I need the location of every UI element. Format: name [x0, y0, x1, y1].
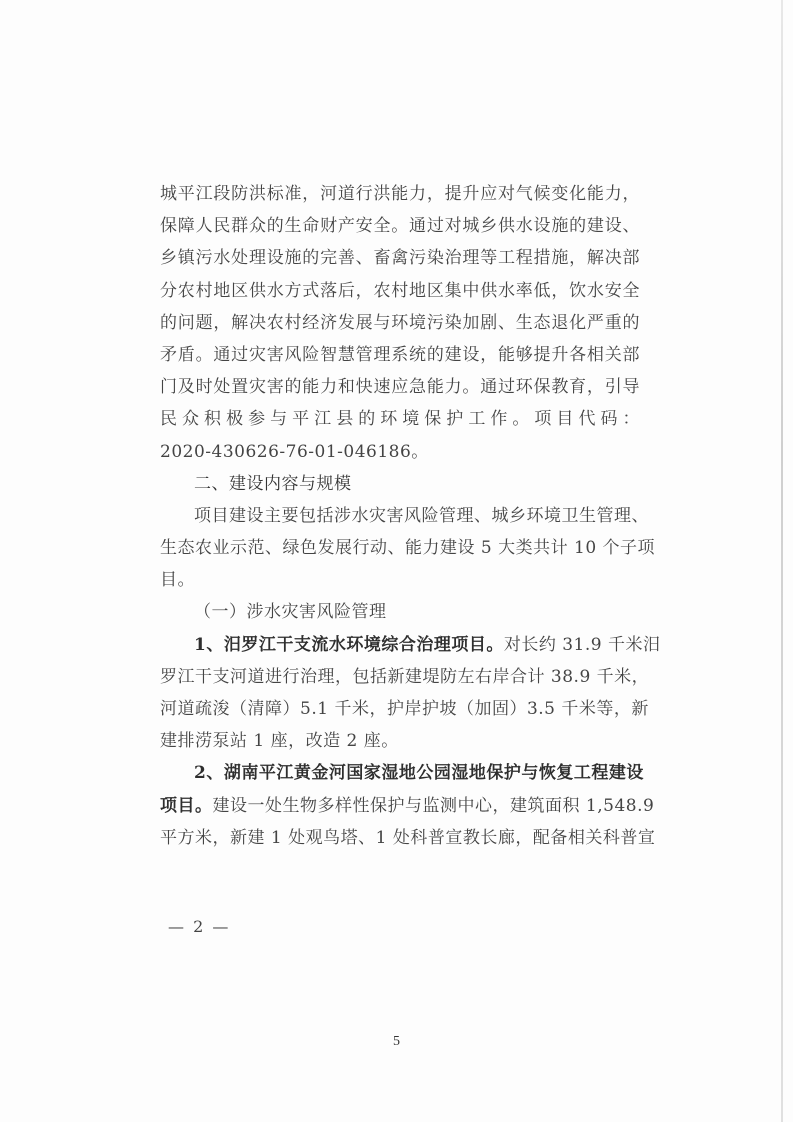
text-line: [160, 436, 640, 468]
text-line: [160, 693, 649, 725]
text-line: [160, 178, 640, 210]
line-text: 项目建设主要包括涉水灾害风险管理、城乡环境卫生管理、: [194, 505, 649, 526]
line-text: 河道疏浚（清障）5.1 千米，护岸护坡（加固）3.5 千米等，新: [160, 699, 649, 719]
line-text: 目。: [160, 570, 195, 591]
item-title: 2、湖南平江黄金河国家湿地公园湿地保护与恢复工程建设: [194, 763, 644, 784]
text-line: [160, 757, 644, 789]
item-text: 对长约 31.9 千米汨: [503, 634, 661, 655]
line-text: 的问题，解决农村经济发展与环境污染加剧、生态退化严重的: [160, 312, 640, 333]
text-line: [160, 725, 640, 757]
text-line: [160, 468, 640, 500]
line-text: 保障人民群众的生命财产安全。通过对城乡供水设施的建设、: [160, 216, 640, 237]
text-line: [160, 500, 649, 532]
item-text: 建设一处生物多样性保护与监测中心，建筑面积 1,548.9: [212, 795, 655, 816]
line-text: 分农村地区供水方式落后，农村地区集中供水率低，饮水安全: [160, 280, 640, 301]
page-number: 5: [393, 1034, 400, 1049]
text-line: [160, 339, 640, 371]
line-text: 矛盾。通过灾害风险智慧管理系统的建设，能够提升各相关部: [160, 344, 640, 365]
text-line: [160, 790, 655, 822]
text-line: [160, 403, 640, 435]
line-text: 平方米，新建 1 处观鸟塔、1 处科普宣教长廊，配备相关科普宣: [160, 827, 656, 848]
text-line: [160, 371, 640, 403]
scan-edge: [781, 0, 783, 1122]
section-heading: 二、建设内容与规模: [194, 473, 352, 494]
text-line: [160, 210, 640, 242]
footer-page-label: — 2 —: [168, 917, 231, 936]
text-line: [160, 629, 661, 661]
line-text: 生态农业示范、绿色发展行动、能力建设 5 大类共计 10 个子项: [160, 538, 656, 559]
line-text: 建排涝泵站 1 座，改造 2 座。: [160, 731, 399, 752]
line-text: （一）涉水灾害风险管理: [194, 602, 387, 623]
body-text: [160, 178, 661, 854]
line-text: 门及时处置灾害的能力和快速应急能力。通过环保教育，引导: [160, 377, 640, 398]
line-text: 乡镇污水处理设施的完善、畜禽污染治理等工程措施，解决部: [160, 248, 640, 269]
text-line: [160, 275, 640, 307]
text-line: [160, 242, 640, 274]
text-line: [160, 661, 650, 693]
line-text: 城平江段防洪标准，河道行洪能力，提升应对气候变化能力，: [160, 184, 640, 204]
item-title: 项目。: [160, 795, 213, 816]
line-text: 罗江干支河道进行治理，包括新建堤防左右岸合计 38.9 千米，: [160, 666, 650, 687]
text-line: [160, 564, 640, 596]
line-text: 民众积极参与平江县的环境保护工作。项目代码：: [160, 409, 640, 430]
text-line: [160, 596, 640, 628]
text-line: [160, 307, 640, 339]
line-text: 2020-430626-76-01-046186。: [160, 441, 429, 462]
item-title: 1、汨罗江干支流水环境综合治理项目。: [194, 634, 504, 655]
text-line: [160, 822, 656, 854]
text-line: [160, 532, 656, 564]
